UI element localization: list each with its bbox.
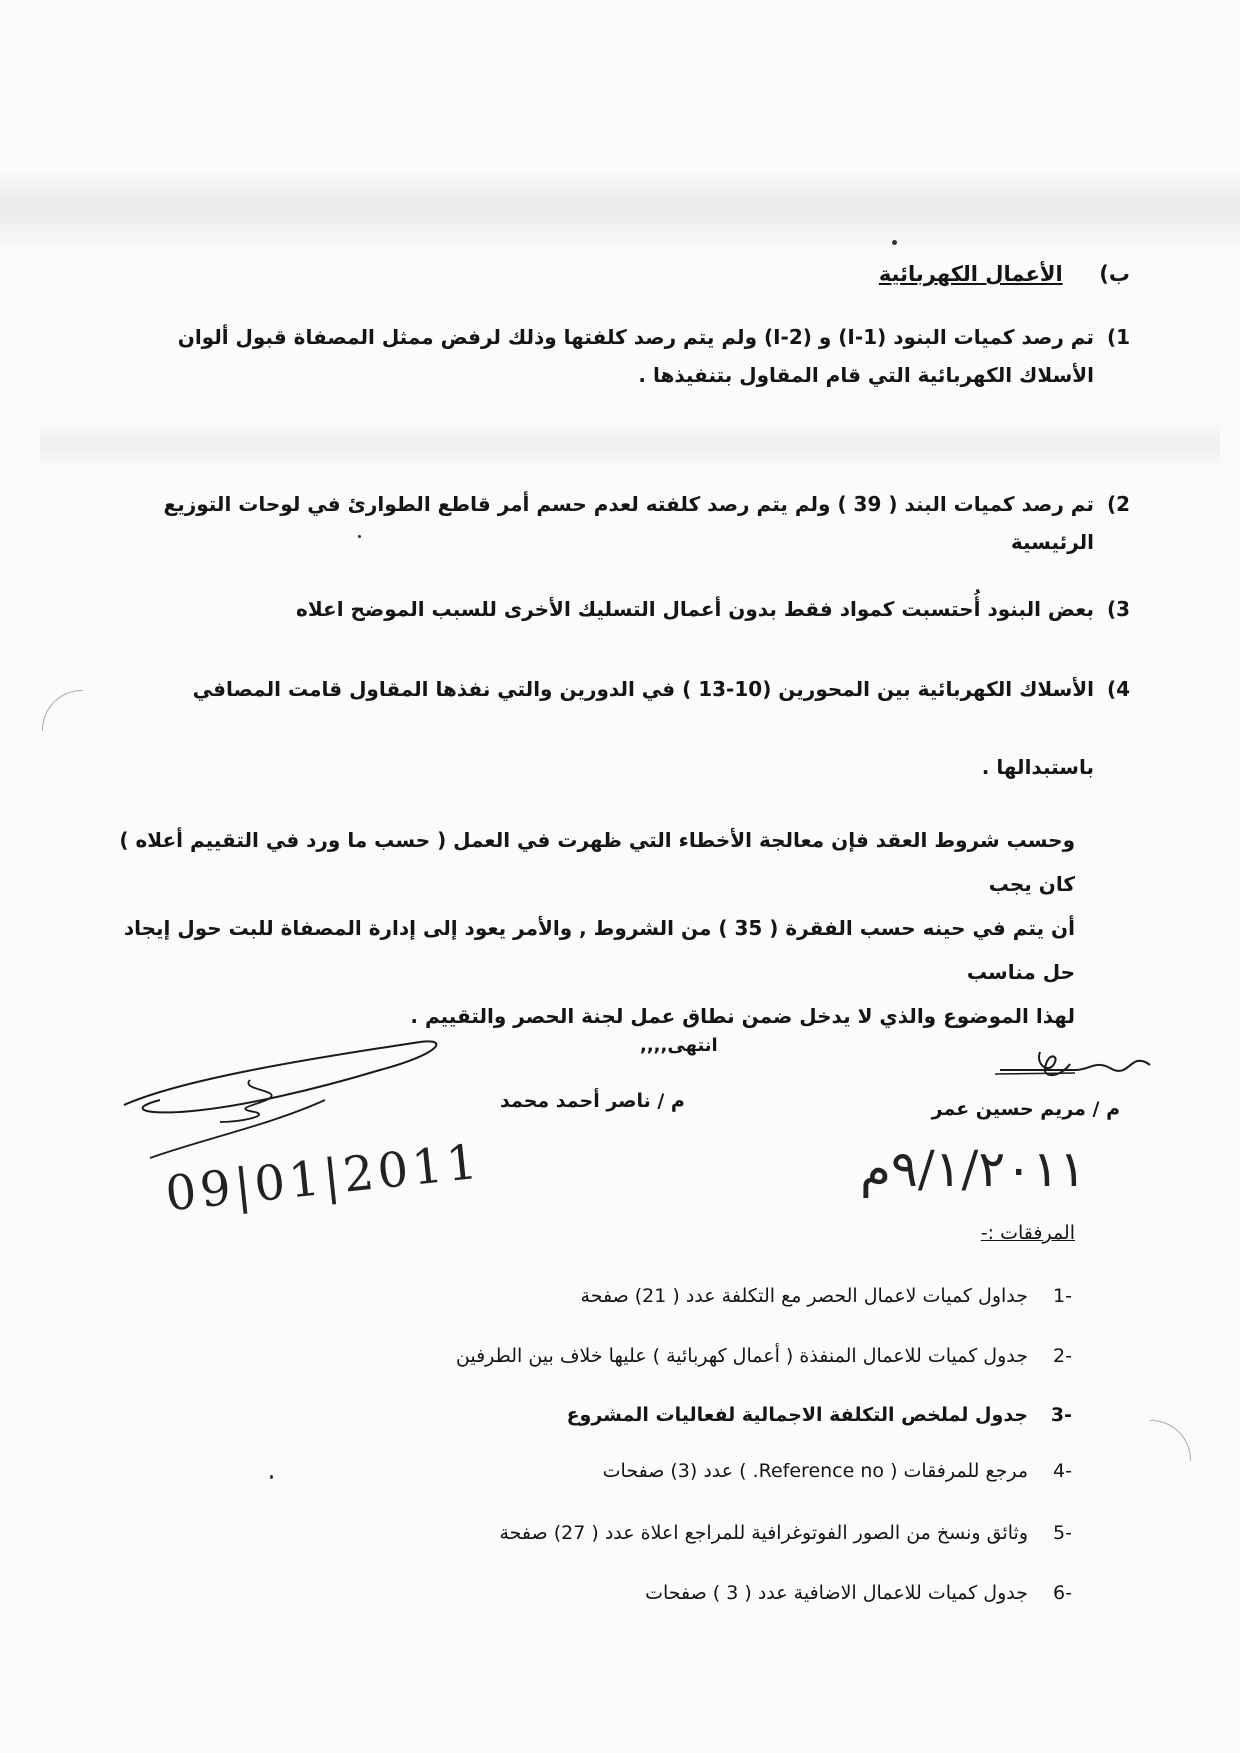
item-number: 4) <box>1106 677 1130 701</box>
list-item <box>110 485 1130 561</box>
scan-mark <box>42 690 83 731</box>
attachment-text: مرجع للمرفقات ( Reference no. ) عدد (3) صفحات <box>602 1460 1028 1482</box>
attachment-item <box>172 1460 1072 1482</box>
list-item <box>110 590 1130 628</box>
item-line: تم رصد كميات البنود (1-I) و (I-2) ولم يتم رصد كلفتها وذلك لرفض ممثل المصفاة قبول ألوان <box>177 325 1094 349</box>
paragraph-line: لهذا الموضوع والذي لا يدخل ضمن نطاق عمل لجنة الحصر والتقييم . <box>410 1004 1075 1028</box>
item-line: بعض البنود أُحتسبت كمواد فقط بدون أعمال التسليك الأخرى للسبب الموضح اعلاه <box>296 597 1094 621</box>
paragraph-line: وحسب شروط العقد فإن معالجة الأخطاء التي ظهرت في العمل ( حسب ما ورد في التقييم أعلاه ) كان يجب <box>119 828 1075 896</box>
attachments-title: المرفقات :- <box>980 1222 1075 1244</box>
attachment-text: جدول كميات للاعمال الاضافية عدد ( 3 ) صفحات <box>645 1582 1028 1604</box>
attachment-item <box>172 1285 1072 1307</box>
signatory-right-date: ٩/١/٢٠١١م <box>860 1140 1086 1198</box>
attachment-text: وثائق ونسخ من الصور الفوتوغرافية للمراجع اعلاة عدد ( 27) صفحة <box>499 1522 1028 1544</box>
conclusion-paragraph <box>85 818 1075 1038</box>
end-text: انتهى,,,, <box>640 1035 718 1056</box>
item-line: تم رصد كميات البند ( 39 ) ولم يتم رصد كلفته لعدم حسم أمر قاطع الطوارئ في لوحات التوزيع <box>163 492 1094 516</box>
item-line: الأسلاك الكهربائية بين المحورين (10-13 ) في الدورين والتي نفذها المقاول قامت المصافي <box>192 677 1094 701</box>
attachment-number: -6 <box>1053 1582 1072 1604</box>
attachment-item <box>172 1522 1072 1544</box>
attachment-item <box>172 1404 1072 1426</box>
attachment-item <box>172 1345 1072 1367</box>
item-line: الرئيسية <box>1010 530 1094 554</box>
attachment-number: -5 <box>1053 1522 1072 1544</box>
item-number: 1) <box>1106 325 1130 349</box>
paragraph-line: أن يتم في حينه حسب الفقرة ( 35 ) من الشروط , والأمر يعود إلى إدارة المصفاة للبت حول إيجاد حل مناسب <box>123 916 1075 984</box>
item-number: 3) <box>1106 597 1130 621</box>
attachment-item <box>172 1582 1072 1604</box>
attachment-number: -3 <box>1050 1404 1072 1426</box>
attachment-text: جداول كميات لاعمال الحصر مع التكلفة عدد ( 21) صفحة <box>580 1285 1028 1307</box>
signatory-left-date: 09|01|2011 <box>162 1133 484 1223</box>
attachment-number: -2 <box>1053 1345 1072 1367</box>
item-number: 2) <box>1106 492 1130 516</box>
section-title: الأعمال الكهربائية <box>878 262 1063 286</box>
attachment-text: جدول كميات للاعمال المنفذة ( أعمال كهربائية ) عليها خلاف بين الطرفين <box>455 1345 1028 1367</box>
scan-smudge <box>0 170 1240 250</box>
signatory-right-name: م / مريم حسين عمر <box>931 1098 1120 1120</box>
section-label: ب) <box>1099 262 1130 286</box>
signatory-left-name: م / ناصر أحمد محمد <box>500 1090 685 1112</box>
list-item <box>110 650 1130 806</box>
item-line: باستبدالها . <box>981 755 1094 779</box>
signature-right <box>980 1040 1160 1090</box>
attachment-number: -1 <box>1053 1285 1072 1307</box>
attachment-number: -4 <box>1053 1460 1072 1482</box>
signature-left <box>120 1030 440 1160</box>
attachment-text: جدول لملخص التكلفة الاجمالية لفعاليات المشروع <box>566 1404 1028 1426</box>
item-line: الأسلاك الكهربائية التي قام المقاول بتنفيذها . <box>638 363 1094 387</box>
list-item <box>110 318 1130 394</box>
scan-mark <box>1150 1420 1191 1461</box>
section-heading <box>879 262 1130 286</box>
scan-dot <box>892 240 897 245</box>
scan-smudge <box>40 420 1220 470</box>
